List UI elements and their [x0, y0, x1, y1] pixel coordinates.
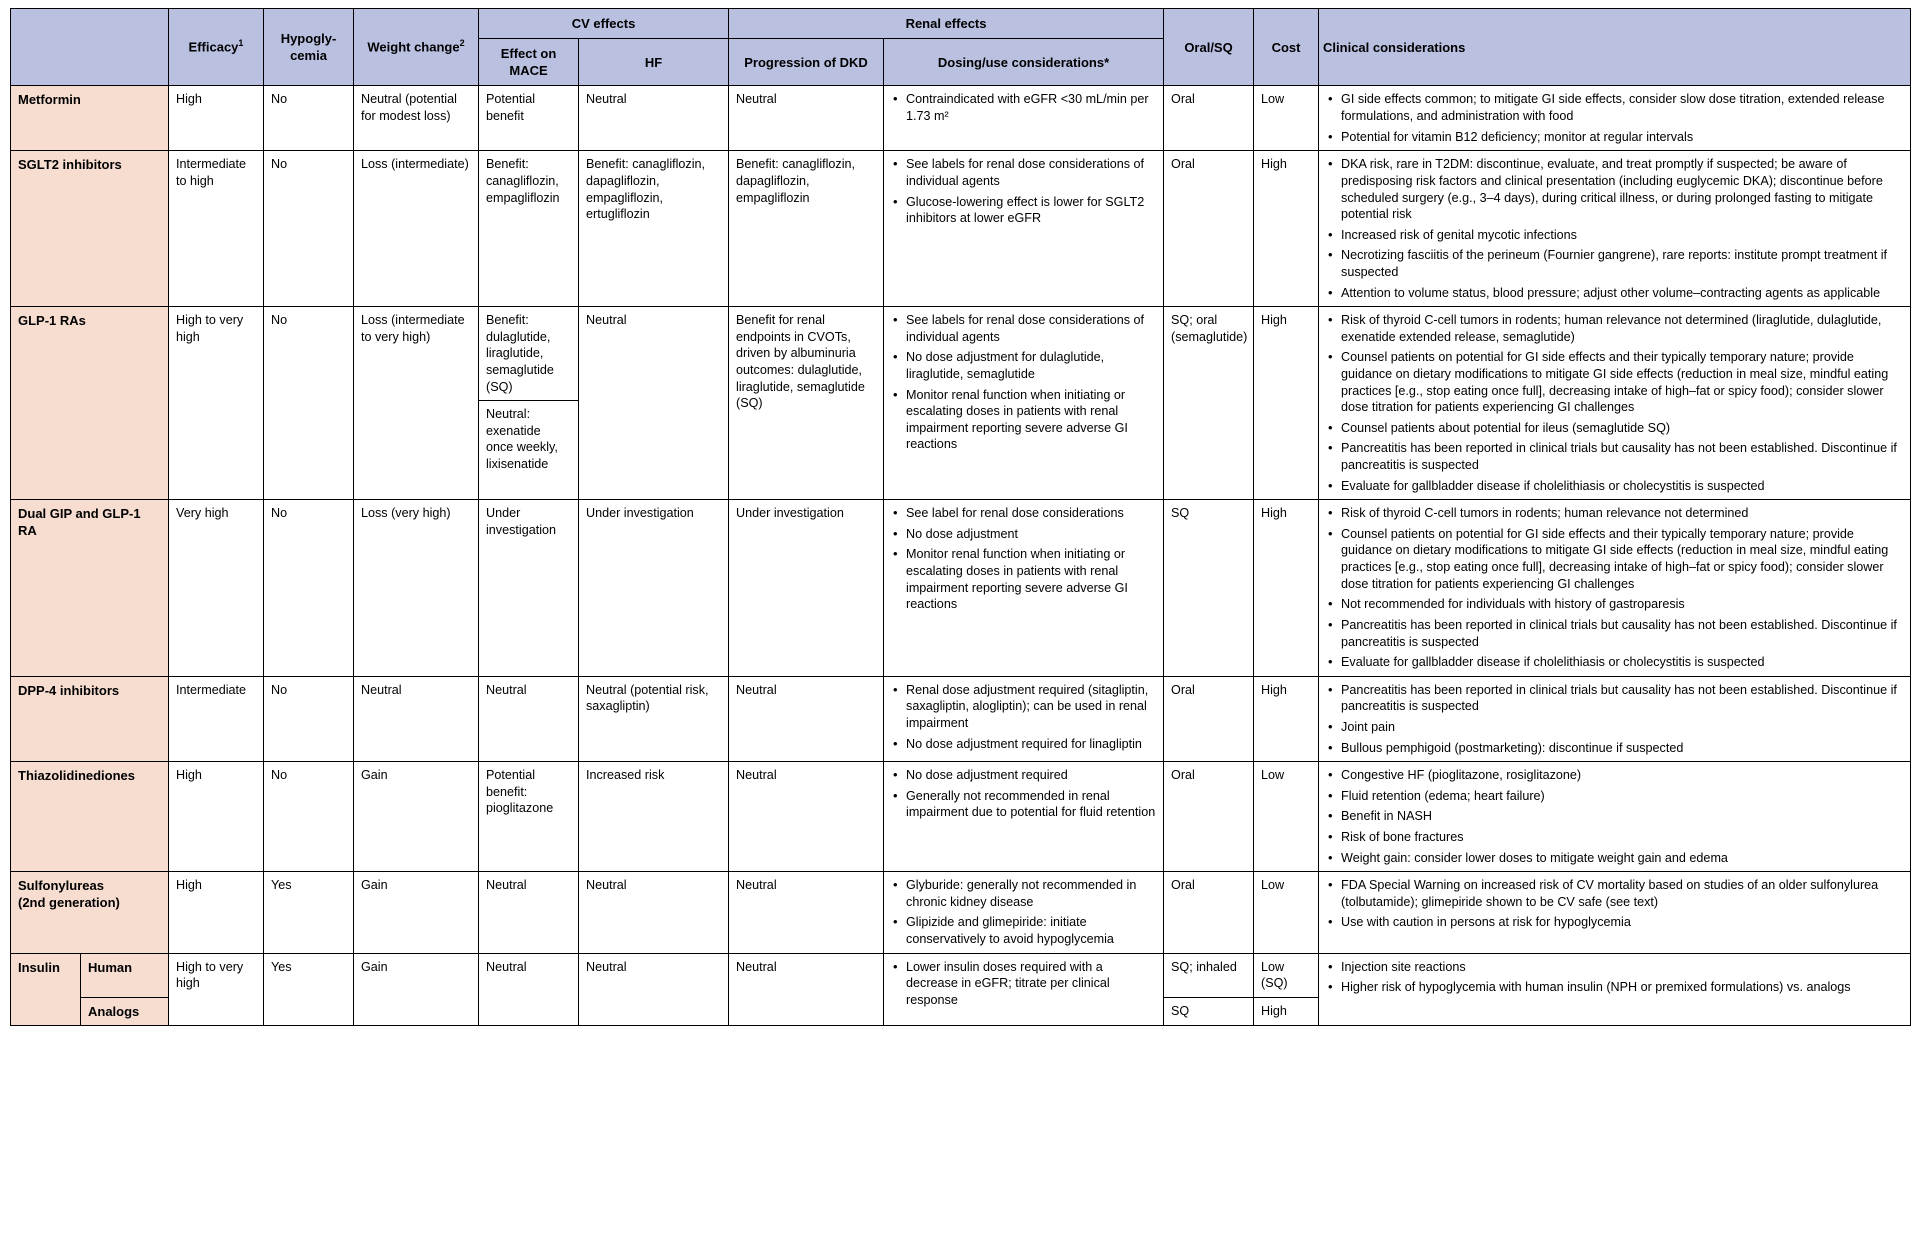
list-item: • Monitor renal function when initiating or escalating doses in patients with renal impairment reporting severe adverse GI reactions [891, 387, 1156, 453]
list-item: • No dose adjustment [891, 526, 1156, 543]
header-hf: HF [579, 39, 729, 86]
header-drug-class [11, 9, 169, 86]
list-item: • Pancreatitis has been reported in clinical trials but causality has not been established. Discontinue if pancreatitis is suspected [1326, 682, 1903, 715]
table-row [11, 500, 1911, 676]
header-dosing-use: Dosing/use considerations* [884, 39, 1164, 86]
weight-cell: Neutral [354, 676, 479, 761]
efficacy-cell: High to very high [169, 307, 264, 500]
dkd-cell: Neutral [729, 86, 884, 151]
weight-cell: Loss (intermediate to very high) [354, 307, 479, 500]
list-item: • Glucose-lowering effect is lower for SGLT2 inhibitors at lower eGFR [891, 194, 1156, 227]
cost-cell: Low [1254, 86, 1319, 151]
weight-cell: Loss (very high) [354, 500, 479, 676]
list-item: • FDA Special Warning on increased risk of CV mortality based on studies of an older sulfonylurea (tolbutamide); glimepiride shown to be CV safe (see text) [1326, 877, 1903, 910]
weight-footnote-marker: 2 [459, 38, 465, 49]
list-item: • Glyburide: generally not recommended in chronic kidney disease [891, 877, 1156, 910]
header-clinical-considerations: Clinical considerations [1319, 9, 1911, 86]
dosing-cell [884, 953, 1164, 1025]
hf-cell: Neutral (potential risk, saxagliptin) [579, 676, 729, 761]
header-cost: Cost [1254, 9, 1319, 86]
list-item: • Risk of thyroid C-cell tumors in rodents; human relevance not determined (liraglutide, dulaglutide, exenatide extended release, semaglutide) [1326, 312, 1903, 345]
list-item: • Joint pain [1326, 719, 1903, 736]
mace-cell [479, 307, 579, 500]
list-item: • Necrotizing fasciitis of the perineum (Fournier gangrene), rare reports: institute prompt treatment if suspected [1326, 247, 1903, 280]
clinical-cell [1319, 307, 1911, 500]
list-item: • See labels for renal dose considerations of individual agents [891, 156, 1156, 189]
drug-class-thiazolidinediones: Thiazolidinediones [11, 762, 169, 872]
clinical-cell [1319, 500, 1911, 676]
hypoglycemia-cell: No [264, 500, 354, 676]
mace-cell: Potential benefit: pioglitazone [479, 762, 579, 872]
mace-cell: Neutral [479, 872, 579, 953]
list-item: • Glipizide and glimepiride: initiate conservatively to avoid hypoglycemia [891, 914, 1156, 947]
cost-cell: Low [1254, 872, 1319, 953]
route-cell-analogs: SQ [1164, 997, 1254, 1025]
hypoglycemia-cell: No [264, 86, 354, 151]
list-item: • No dose adjustment for dulaglutide, liraglutide, semaglutide [891, 349, 1156, 382]
table-row [11, 953, 1911, 997]
hf-cell: Neutral [579, 872, 729, 953]
route-cell: SQ [1164, 500, 1254, 676]
hypoglycemia-cell: Yes [264, 872, 354, 953]
hypoglycemia-cell: Yes [264, 953, 354, 1025]
list-item: • Higher risk of hypoglycemia with human insulin (NPH or premixed formulations) vs. analogs [1326, 979, 1903, 996]
list-item: • Benefit in NASH [1326, 808, 1903, 825]
clinical-list [1326, 312, 1903, 494]
header-weight-change: Weight change$^2$ [354, 9, 479, 86]
weight-cell: Loss (intermediate) [354, 151, 479, 307]
header-cv-effects: CV effects [479, 9, 729, 39]
dosing-cell [884, 307, 1164, 500]
route-cell: Oral [1164, 86, 1254, 151]
list-item: • Congestive HF (pioglitazone, rosiglitazone) [1326, 767, 1903, 784]
list-item: • See label for renal dose considerations [891, 505, 1156, 522]
header-efficacy: Efficacy$^1$ [169, 9, 264, 86]
list-item: • Generally not recommended in renal impairment due to potential for fluid retention [891, 788, 1156, 821]
table-row [11, 872, 1911, 953]
dosing-list [891, 767, 1156, 821]
list-item: • Potential for vitamin B12 deficiency; monitor at regular intervals [1326, 129, 1903, 146]
list-item: • See labels for renal dose considerations of individual agents [891, 312, 1156, 345]
list-item: • No dose adjustment required for linagliptin [891, 736, 1156, 753]
list-item: • Injection site reactions [1326, 959, 1903, 976]
dosing-cell [884, 500, 1164, 676]
cost-cell: Low [1254, 762, 1319, 872]
list-item: • Weight gain: consider lower doses to mitigate weight gain and edema [1326, 850, 1903, 867]
drug-subclass-analogs: Analogs [81, 997, 169, 1025]
list-item: • DKA risk, rare in T2DM: discontinue, evaluate, and treat promptly if suspected; be aware of predisposing risk factors and clinical presentation (including euglycemic DKA); discontinue before scheduled surgery (e.g., 3–4 days), during critical illness, or during prolonged fasting to mitigate potential risk [1326, 156, 1903, 222]
list-item: • Lower insulin doses required with a decrease in eGFR; titrate per clinical response [891, 959, 1156, 1009]
drug-subclass-human: Human [81, 953, 169, 997]
weight-cell: Gain [354, 872, 479, 953]
table-row [11, 762, 1911, 872]
dkd-cell: Benefit for renal endpoints in CVOTs, driven by albuminuria outcomes: dulaglutide, liraglutide, semaglutide (SQ) [729, 307, 884, 500]
table-row [11, 307, 1911, 500]
drug-class-line1: Sulfonylureas [18, 878, 104, 894]
list-item: • Attention to volume status, blood pressure; adjust other volume–contracting agents as applicable [1326, 285, 1903, 302]
list-item: • Counsel patients on potential for GI side effects and their typically temporary nature; provide guidance on dietary modifications to mitigate GI side effects (reduction in meal size, mindful eating practices [e.g., stop eating once full], decreasing intake of high–fat or spicy food); consider slower dose titration for patients experiencing GI challenges [1326, 526, 1903, 592]
clinical-cell [1319, 872, 1911, 953]
hypoglycemia-cell: No [264, 676, 354, 761]
cost-cell: High [1254, 307, 1319, 500]
route-cell: Oral [1164, 872, 1254, 953]
drug-class-metformin: Metformin [11, 86, 169, 151]
header-progression-dkd: Progression of DKD [729, 39, 884, 86]
hf-cell: Benefit: canagliflozin, dapagliflozin, empagliflozin, ertugliflozin [579, 151, 729, 307]
hf-cell: Neutral [579, 953, 729, 1025]
dkd-cell: Benefit: canagliflozin, dapagliflozin, empagliflozin [729, 151, 884, 307]
dosing-cell [884, 872, 1164, 953]
list-item: • Renal dose adjustment required (sitagliptin, saxagliptin, alogliptin); can be used in renal impairment [891, 682, 1156, 732]
weight-cell: Gain [354, 953, 479, 1025]
header-hypoglycemia: Hypogly- cemia [264, 9, 354, 86]
mace-cell: Neutral [479, 676, 579, 761]
route-cell: Oral [1164, 676, 1254, 761]
dosing-list [891, 156, 1156, 226]
drug-class-dpp4-inhibitors: DPP-4 inhibitors [11, 676, 169, 761]
list-item: • Bullous pemphigoid (postmarketing): discontinue if suspected [1326, 740, 1903, 757]
route-cell: Oral [1164, 762, 1254, 872]
clinical-list [1326, 91, 1903, 145]
weight-cell: Gain [354, 762, 479, 872]
dosing-cell [884, 151, 1164, 307]
efficacy-cell: High to very high [169, 953, 264, 1025]
list-item: • Risk of thyroid C-cell tumors in rodents; human relevance not determined [1326, 505, 1903, 522]
dosing-list [891, 682, 1156, 752]
dosing-cell [884, 86, 1164, 151]
drug-class-sulfonylureas [11, 872, 169, 953]
hf-cell: Increased risk [579, 762, 729, 872]
list-item: • Evaluate for gallbladder disease if cholelithiasis or cholecystitis is suspected [1326, 478, 1903, 495]
list-item: • Evaluate for gallbladder disease if cholelithiasis or cholecystitis is suspected [1326, 654, 1903, 671]
cost-cell: High [1254, 500, 1319, 676]
list-item: • Not recommended for individuals with history of gastroparesis [1326, 596, 1903, 613]
header-row-1 [11, 9, 1911, 39]
list-item: • GI side effects common; to mitigate GI side effects, consider slow dose titration, extended release formulations, and administration with food [1326, 91, 1903, 124]
clinical-cell [1319, 86, 1911, 151]
hf-cell: Neutral [579, 307, 729, 500]
dosing-list [891, 959, 1156, 1009]
clinical-list [1326, 682, 1903, 756]
dosing-list [891, 505, 1156, 613]
dkd-cell: Neutral [729, 676, 884, 761]
cost-cell: High [1254, 676, 1319, 761]
header-effect-on-mace: Effect on MACE [479, 39, 579, 86]
dkd-cell: Neutral [729, 953, 884, 1025]
drug-class-insulin: Insulin [11, 953, 81, 1025]
hypoglycemia-cell: No [264, 151, 354, 307]
hypoglycemia-cell: No [264, 307, 354, 500]
dosing-list [891, 877, 1156, 947]
list-item: • Counsel patients on potential for GI side effects and their typically temporary nature; provide guidance on dietary modifications to mitigate GI side effects (reduction in meal size, mindful eating practices [e.g., stop eating once full], decreasing intake of high–fat or spicy food); consider slower dose titration for patients experiencing GI challenges [1326, 349, 1903, 415]
efficacy-cell: High [169, 86, 264, 151]
efficacy-cell: High [169, 762, 264, 872]
list-item: • No dose adjustment required [891, 767, 1156, 784]
route-cell: SQ; oral (semaglutide) [1164, 307, 1254, 500]
efficacy-cell: Intermediate [169, 676, 264, 761]
route-cell-human: SQ; inhaled [1164, 953, 1254, 997]
dosing-cell [884, 676, 1164, 761]
efficacy-cell: High [169, 872, 264, 953]
efficacy-cell: Very high [169, 500, 264, 676]
route-cell: Oral [1164, 151, 1254, 307]
table-row [11, 151, 1911, 307]
clinical-list [1326, 877, 1903, 931]
list-item: • Monitor renal function when initiating or escalating doses in patients with renal impairment reporting severe adverse GI reactions [891, 546, 1156, 612]
clinical-list [1326, 505, 1903, 670]
drug-class-dual-gip-glp1: Dual GIP and GLP-1 RA [11, 500, 169, 676]
hf-cell: Under investigation [579, 500, 729, 676]
cost-cell: High [1254, 151, 1319, 307]
list-item: • Counsel patients about potential for ileus (semaglutide SQ) [1326, 420, 1903, 437]
list-item: • Fluid retention (edema; heart failure) [1326, 788, 1903, 805]
list-item: • Increased risk of genital mycotic infections [1326, 227, 1903, 244]
dosing-list [891, 312, 1156, 453]
hf-cell: Neutral [579, 86, 729, 151]
mace-cell: Potential benefit [479, 86, 579, 151]
dosing-list [891, 91, 1156, 124]
mace-cell: Under investigation [479, 500, 579, 676]
cost-cell-analogs: High [1254, 997, 1319, 1025]
weight-cell: Neutral (potential for modest loss) [354, 86, 479, 151]
mace-cell: Benefit: canagliflozin, empagliflozin [479, 151, 579, 307]
clinical-cell [1319, 953, 1911, 1025]
clinical-cell [1319, 676, 1911, 761]
dkd-cell: Neutral [729, 872, 884, 953]
mace-benefit-segment: Benefit: dulaglutide, liraglutide, semaglutide (SQ) [479, 307, 578, 401]
clinical-list [1326, 959, 1903, 996]
efficacy-cell: Intermediate to high [169, 151, 264, 307]
header-oral-sq: Oral/SQ [1164, 9, 1254, 86]
drug-class-sglt2-inhibitors: SGLT2 inhibitors [11, 151, 169, 307]
cost-cell-human: Low (SQ) [1254, 953, 1319, 997]
table-row [11, 676, 1911, 761]
mace-neutral-segment: Neutral: exenatide once weekly, lixisenatide [486, 407, 558, 472]
clinical-cell [1319, 762, 1911, 872]
drug-class-line2: (2nd generation) [18, 895, 120, 911]
dosing-cell [884, 762, 1164, 872]
mace-cell: Neutral [479, 953, 579, 1025]
list-item: • Contraindicated with eGFR <30 mL/min per 1.73 m² [891, 91, 1156, 124]
clinical-list [1326, 767, 1903, 866]
drug-class-glp1-ras: GLP-1 RAs [11, 307, 169, 500]
clinical-cell [1319, 151, 1911, 307]
dkd-cell: Under investigation [729, 500, 884, 676]
diabetes-medication-table [10, 8, 1911, 1026]
list-item: • Pancreatitis has been reported in clinical trials but causality has not been established. Discontinue if pancreatitis is suspected [1326, 440, 1903, 473]
clinical-list [1326, 156, 1903, 301]
table-row [11, 86, 1911, 151]
dkd-cell: Neutral [729, 762, 884, 872]
list-item: • Risk of bone fractures [1326, 829, 1903, 846]
header-renal-effects: Renal effects [729, 9, 1164, 39]
list-item: • Use with caution in persons at risk for hypoglycemia [1326, 914, 1903, 931]
efficacy-footnote-marker: 1 [238, 38, 244, 49]
hypoglycemia-cell: No [264, 762, 354, 872]
list-item: • Pancreatitis has been reported in clinical trials but causality has not been established. Discontinue if pancreatitis is suspected [1326, 617, 1903, 650]
